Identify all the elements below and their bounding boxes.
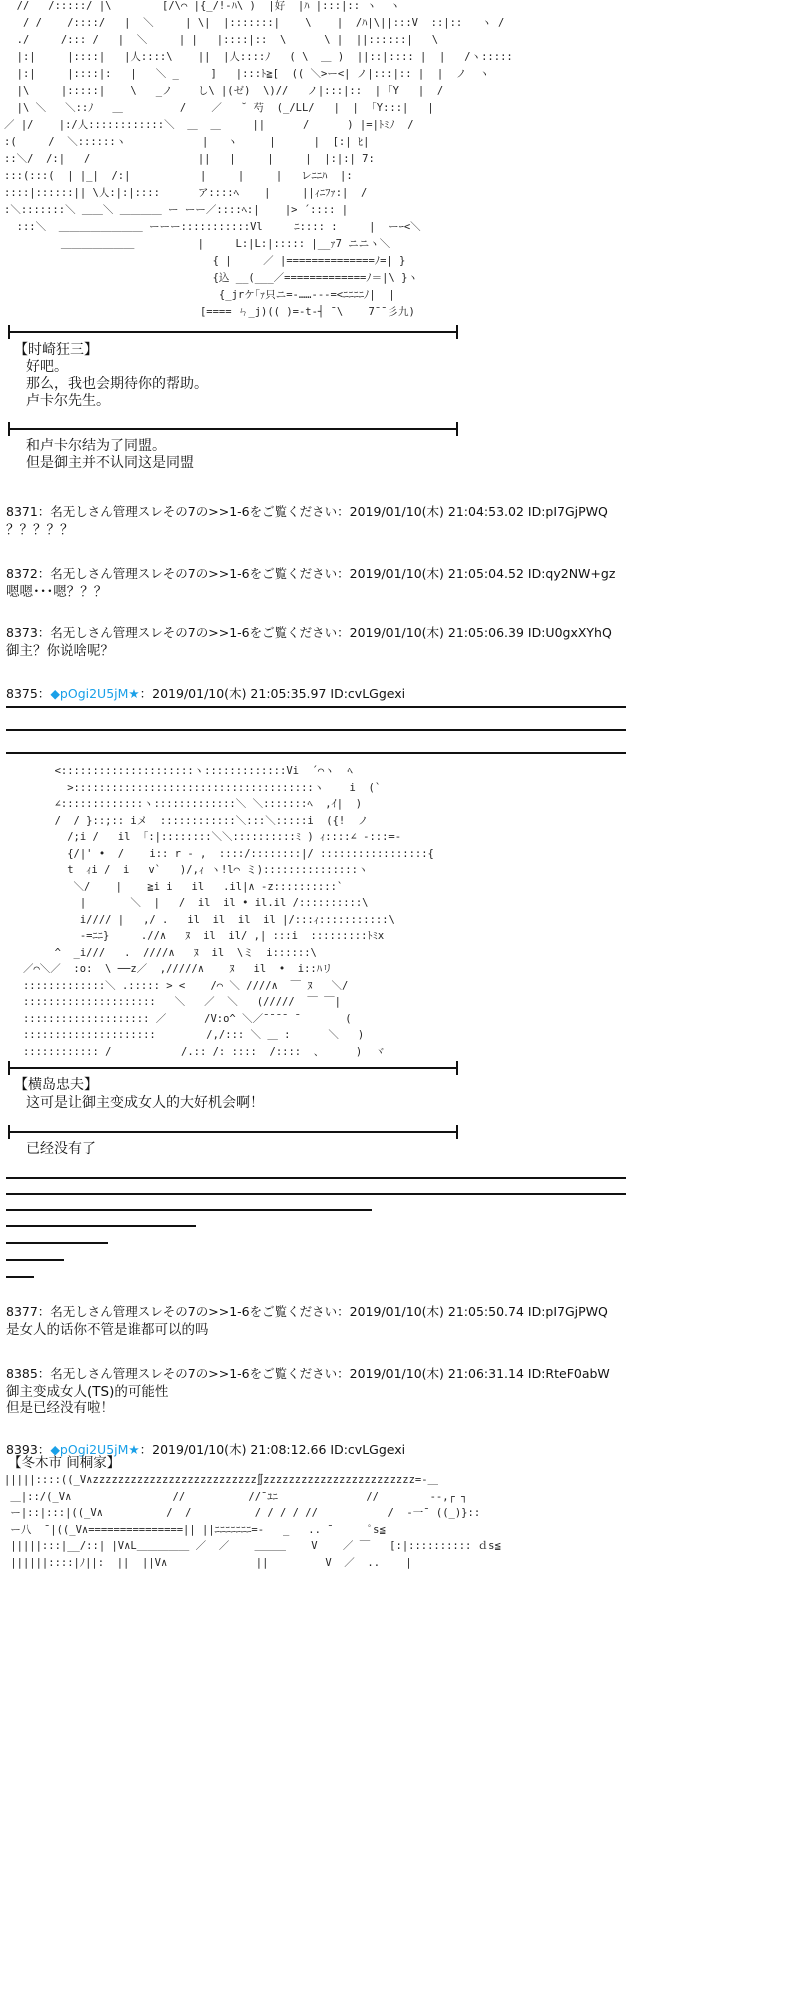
tripcode-link[interactable]: ◆pOgi2U5jM	[50, 1442, 129, 1457]
separator-rule	[6, 1177, 626, 1179]
frame-tick-right	[456, 325, 458, 339]
frame-tick-right	[456, 1061, 458, 1075]
narration-line: 和卢卡尔结为了同盟。	[26, 438, 166, 454]
separator-rule	[6, 729, 626, 731]
separator-rule	[6, 752, 626, 754]
dialogue-frame-top-rule	[8, 331, 458, 333]
frame-tick-left	[8, 1061, 10, 1075]
separator-rule	[6, 1209, 372, 1211]
star-icon: ★	[128, 1442, 140, 1457]
frame-tick-left	[8, 325, 10, 339]
frame-tick-left	[8, 1125, 10, 1139]
separator-rule	[6, 706, 626, 708]
post-body: 御主？你说啥呢？	[6, 643, 114, 659]
post-body: 御主变成女人(TS)的可能性	[6, 1384, 169, 1400]
ascii-art-scene3: |||||::::((_V∧zzzzzzzzzzzzzzzzzzzzzzzzzz∬zzzzzzzzzzzzzzzzzzzzzzzz=-＿ ＿|::/(_V∧ // //¯ﾕﾆ // --,┌ ┐ ー|::|:::|((_V∧ / / / / / / // / ‐一¯ ((_)}:: ー八 ¯|((_V∧===============|| ||ﾆﾆﾆﾆﾆﾆﾆ=- _ .. ¯ ﾟs≦ |||||:::|__/::| |V∧L＿＿＿＿＿ ／ ／ ＿＿＿ V ／ ￣ [:|:::::::::: ｄs≦ ||||||::::|ﾉ||: || ||V∧ || V ／ .. |	[4, 1474, 501, 1569]
dialogue-line: 好吧。	[26, 359, 68, 375]
post-header: 8385：名无しさん管理スレその7の>>1-6をご覧ください：2019/01/10(木) 21:06:31.14 ID:RteF0abW	[6, 1366, 610, 1381]
separator-rule	[6, 1259, 64, 1261]
post-body: ？？？？？	[6, 522, 74, 538]
frame-tick-right	[456, 1125, 458, 1139]
ascii-art-scene1: // /:::::/ |\ [/\⌒ |{_/!-ﾊ\ ) |好 |ﾊ |:::|:: ヽ ヽ / / /::::/ | ＼ | \| |:::::::| \ | /ﾊ|\||:::V ::|:: ヽ / ./ /::: / | ＼ | | |::::|:: \ \ | ||::::::| \ |:| |::::| |人::::\ || |人::::ﾉ ( \ ＿ ) ||::|:::: | | /ヽ::::: |:| |::::|: | ＼ _ ] |:::ﾄ≧[ (( ＼>ー<| ノ|:::|:: | | ノ ヽ |\ |:::::| \ _ノ し\ |(ゼ) \)// ノ|:::|:: | ｢Y | / |\ ＼ ＼::ﾉ ＿ / ／ ˘ 芍 (_/LL/ | | ｢Y:::| | ／ |/ |:/人::::::::::::＼ ＿ ＿ || / ) |=|ﾄﾐﾉ / :( / ＼::::::ヽ | ヽ | | [:| ﾋ| ::＼/ /:| / || | | | |:|:| 7: :::(:::( | |_| /:| | | | レﾆﾆﾊ |: ::::|::::::|| \人:|:|:::: ア::::ﾍ | ||ｨﾆﾌｧ:| / :＼:::::::＼ ＿＿＼ ＿＿＿＿ ー ーー／::::ﾍ:| |> ´:::: | :::＼ ＿＿＿＿＿＿＿＿ ーーー:::::::::::Vl ﾆ:::: : | ーｰ<＼ ＿＿＿＿＿＿＿ | L:|L:|::::: |__ｧ7 ニニヽ＼ { | ／ |==============ﾉ=| } {込 __(___／=============ﾉ＝|\ }ヽ {_jrケ｢ｧ只ニ=-……---=<ﾆﾆﾆﾆﾉ| | [==== ㄣ_j)(( )=-t-┤ ¯\ 7¯¯彡九)	[4, 0, 513, 318]
star-icon: ★	[128, 686, 140, 701]
post-number: 8375：	[6, 686, 51, 701]
narration-line: 已经没有了	[26, 1141, 96, 1157]
post-body: 是女人的话你不管是谁都可以的吗	[6, 1322, 209, 1338]
narration-frame-rule	[8, 428, 458, 430]
dialogue-frame-top-rule	[8, 1067, 458, 1069]
location-label: 【冬木市 间桐家】	[8, 1455, 121, 1471]
post-meta: ：2019/01/10(木) 21:08:12.66 ID:cvLGgexi	[139, 1442, 406, 1457]
separator-rule	[6, 1193, 626, 1195]
separator-rule	[6, 1242, 108, 1244]
post-body: 嗯嗯･･･嗯？？？	[6, 584, 108, 600]
post-header: 8377：名无しさん管理スレその7の>>1-6をご覧ください：2019/01/10(木) 21:05:50.74 ID:pI7GjPWQ	[6, 1304, 608, 1319]
narration-line: 但是御主并不认同这是同盟	[26, 455, 194, 471]
dialogue-line: 那么，我也会期待你的帮助。	[26, 376, 208, 392]
speaker-name: 【横岛忠夫】	[14, 1077, 98, 1093]
frame-tick-right	[456, 422, 458, 436]
post-body: 但是已经没有啦！	[6, 1400, 114, 1416]
dialogue-line: 这可是让御主变成女人的大好机会啊！	[26, 1095, 264, 1111]
post-meta: ：2019/01/10(木) 21:05:35.97 ID:cvLGgexi	[139, 686, 406, 701]
post-header: 8373：名无しさん管理スレその7の>>1-6をご覧ください：2019/01/10(木) 21:05:06.39 ID:U0gxXYhQ	[6, 625, 612, 640]
dialogue-line: 卢卡尔先生。	[26, 393, 110, 409]
post-header: 8372：名无しさん管理スレその7の>>1-6をご覧ください：2019/01/10(木) 21:05:04.52 ID:qy2NW+gz	[6, 566, 616, 581]
separator-rule	[6, 1276, 34, 1278]
tripcode-link[interactable]: ◆pOgi2U5jM	[50, 686, 129, 701]
speaker-name: 【时崎狂三】	[14, 342, 98, 358]
narration-frame-rule	[8, 1131, 458, 1133]
frame-tick-left	[8, 422, 10, 436]
post-header-8375	[6, 684, 405, 702]
post-header: 8371：名无しさん管理スレその7の>>1-6をご覧ください：2019/01/10(木) 21:04:53.02 ID:pI7GjPWQ	[6, 504, 608, 519]
separator-rule	[6, 1225, 196, 1227]
post-number: 8393：	[6, 1442, 51, 1457]
ascii-art-scene2: <:::::::::::::::::::::ヽ:::::::::::::Vi ´⌒ヽ ﾍ >::::::::::::::::::::::::::::::::::::::ヽ i (` ∠:::::::::::::ヽ:::::::::::::＼ ＼:::::::ﾍ ,ｲ| ) / / }::;:: iメ ::::::::::::＼:::＼:::::i ({! ノ /;i / il ｢:|::::::::＼＼::::::::::ﾐ ) ｨ::::∠ -:::=- {/|' • / i:: r - , ::::/::::::::|/ :::::::::::::::::{ t ｨi / i v` )/,ｨ ヽ!l⌒ ミ):::::::::::::::ヽ ＼/ | ≧i i il .il|∧ -z::::::::::` | ＼ | / il il • il.il /::::::::::\ i//// | ,/ . il il il il |/:::ｨ:::::::::::\ -=ﾆﾆ} .//∧ ﾇ il il/ ,| :::i :::::::::ﾄﾐx ^ _i/// . ////∧ ﾇ il \ミ i::::::\ ／⌒＼／ :o: \ ──z／ ,/////∧ ﾇ il • i::ﾊリ :::::::::::::＼ .::::: > < /⌒ ＼ ////∧ ￣ ﾇ ＼/ ::::::::::::::::::::: ＼ ／ ＼ (///// ￣ ￣| :::::::::::::::::::: ／ /V:o^ ＼／¯¯¯¯ ¯ ( ::::::::::::::::::::: /,/::: ＼ ＿ : ＼ ) :::::::::::: / /.:: /: :::: /:::: 、 ) ヾ	[22, 765, 434, 1058]
